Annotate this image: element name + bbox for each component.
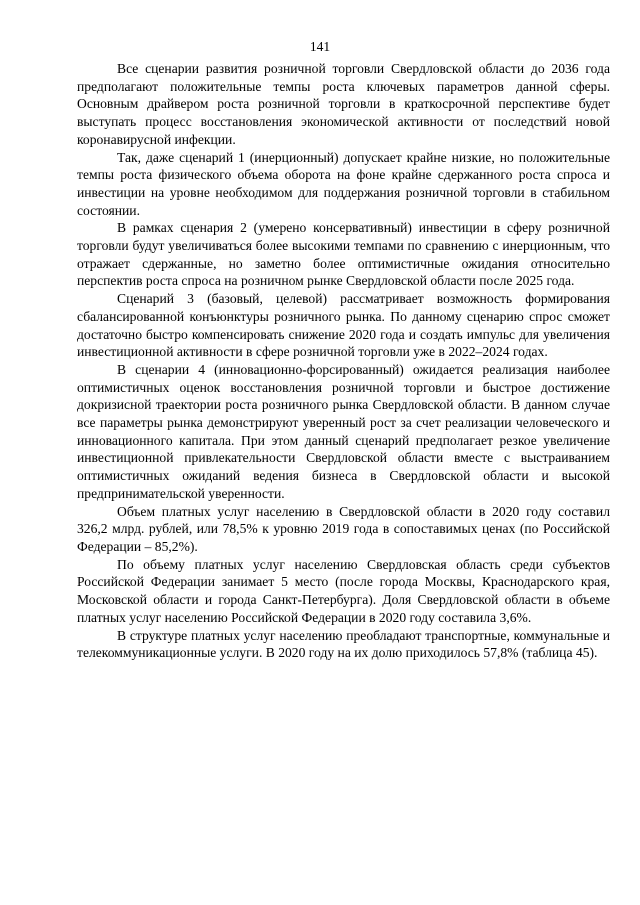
paragraph-paid-services-volume: Объем платных услуг населению в Свердловской области в 2020 году составил 326,2 млрд. рублей, или 78,5% к уровню 2019 года в сопоставимых ценах (по Российской Федерации – 85,2%). (77, 503, 610, 554)
paragraph-scenario-3: Сценарий 3 (базовый, целевой) рассматривает возможность формирования сбалансированной конъюнктуры розничного рынка. По данному сценарию спрос сможет достаточно быстро компенсировать снижение 2020 года и создать импульс для увеличения инвестиционной активности в сфере розничной торговли уже в 2022–2024 годах. (77, 291, 610, 360)
paragraph-retail-scenarios-overview: Все сценарии развития розничной торговли Свердловской области до 2036 года предполагают положительные темпы роста ключевых параметров данной сферы. Основным драйвером роста розничной торговли в краткосрочной перспективе будет выступать процесс восстановления экономической активности от последствий новой коронавирусной инфекции. (77, 61, 610, 147)
text-body (77, 60, 610, 662)
paragraph-paid-services-structure: В структуре платных услуг населению преобладают транспортные, коммунальные и телекоммуникационные услуги. В 2020 году на их долю приходилось 57,8% (таблица 45). (77, 627, 610, 661)
paragraph-paid-services-rank: По объему платных услуг населению Свердловская область среди субъектов Российской Федерации занимает 5 место (после города Москвы, Краснодарского края, Московской области и города Санкт-Петербурга). Доля Свердловской области в объеме платных услуг населению Российской Федерации в 2020 году составила 3,6%. (77, 556, 610, 625)
page-number: 141 (309, 39, 331, 54)
paragraph-scenario-1: Так, даже сценарий 1 (инерционный) допускает крайне низкие, но положительные темпы роста физического объема оборота на фоне крайне сдержанного роста спроса и инвестиции на уровне необходимом для поддержания розничной торговли в стабильном состоянии. (77, 149, 610, 218)
paragraph-scenario-4: В сценарии 4 (инновационно-форсированный) ожидается реализация наиболее оптимистичных оценок восстановления розничной торговли и быстрое достижение докризисной траектории роста розничного рынка Свердловской области. В данном случае все параметры рынка демонстрируют уверенный рост за счет реализации человеческого и инновационного капитала. При этом данный сценарий предполагает резкое увеличение инвестиционной привлекательности Свердловской области вместе с выстраиванием оптимистичных ожиданий ведения бизнеса в Свердловской области и высокой предпринимательской уверенности. (77, 361, 610, 501)
paragraph-scenario-2: В рамках сценария 2 (умерено консервативный) инвестиции в сферу розничной торговли будут увеличиваться более высокими темпами по сравнению с инерционным, что отражает сдержанные, но заметно более оптимистичные ожидания относительно перспектив роста спроса на розничном рынке Свердловской области после 2025 года. (77, 220, 610, 289)
